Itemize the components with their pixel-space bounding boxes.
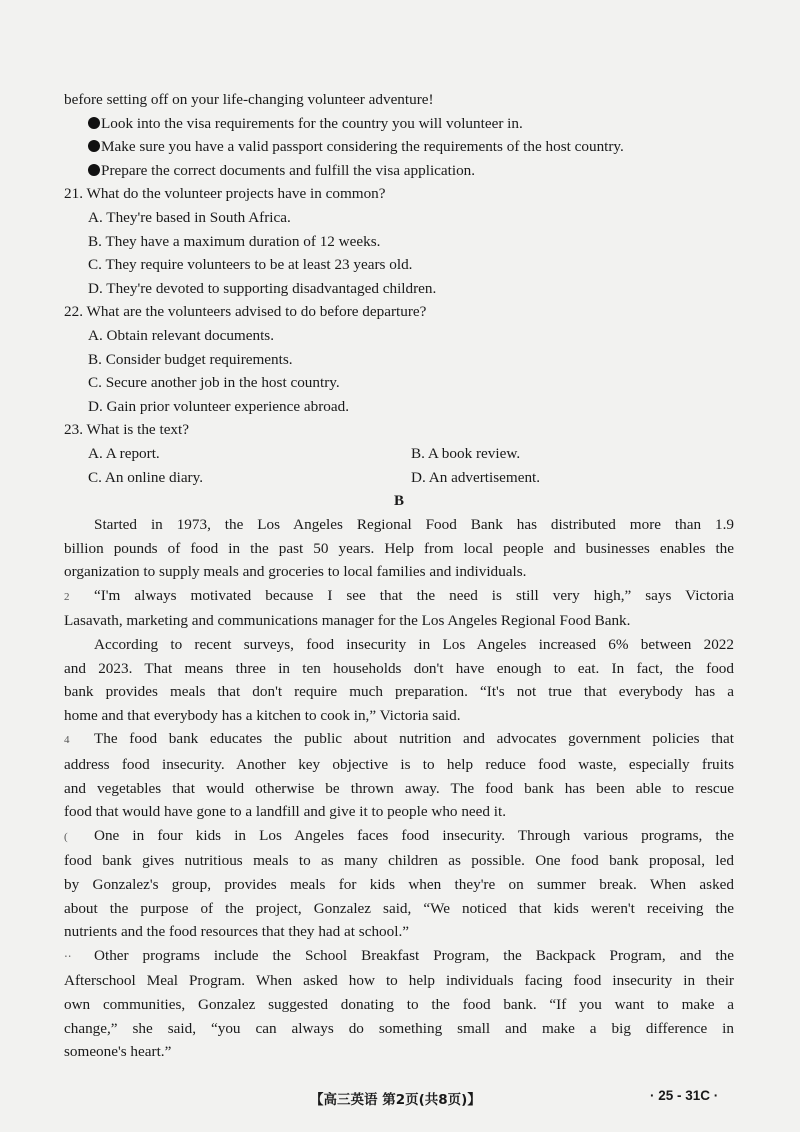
bullet-item [64, 135, 734, 159]
passage-line [64, 824, 734, 850]
passage-paragraph [64, 824, 734, 944]
passage-line-text: by Gonzalez's group, provides meals for kids when they're on summer break. When asked [64, 876, 734, 893]
passage-line [64, 753, 734, 777]
passage-line [64, 680, 734, 704]
margin-mark: 2 [64, 590, 70, 603]
passage-line [64, 897, 734, 921]
answer-option-row [64, 442, 734, 466]
passage-line-text: change,” she said, “you can always do something small and make a big difference in [64, 1019, 734, 1037]
passage-line-text: about the purpose of the project, Gonzalez said, “We noticed that kids weren't receiving the [64, 899, 734, 917]
passage-line [64, 873, 734, 897]
passage-line [64, 849, 734, 873]
passage-line [64, 633, 734, 657]
margin-mark: ⋅⋅ [64, 950, 72, 963]
passage-line [64, 657, 734, 681]
passage-line-text: and 2023. That means three in ten households don't have enough to eat. In fact, the food [64, 659, 734, 677]
passage-line [64, 1040, 734, 1064]
passage-line-text: Afterschool Meal Program. When asked how to help individuals facing food insecurity in their [64, 972, 734, 990]
passage-line [64, 969, 734, 993]
page-footer [0, 1088, 800, 1112]
passage-paragraph [64, 727, 734, 823]
footer-code: · 25 - 31C · [650, 1088, 719, 1103]
answer-option: B. A book review. [411, 444, 521, 462]
passage-line [64, 560, 734, 584]
answer-option: D. They're devoted to supporting disadvantaged children. [88, 279, 437, 297]
bullet-text: Look into the visa requirements for the country you will volunteer in. [101, 114, 523, 132]
answer-option: A. A report. [88, 444, 160, 462]
answer-option: C. An online diary. [88, 468, 204, 486]
answer-option: D. An advertisement. [411, 468, 541, 486]
intro-lead: before setting off on your life-changing volunteer adventure! [64, 91, 434, 108]
passage-line [64, 993, 734, 1017]
margin-mark: 4 [64, 734, 70, 747]
passage-line [64, 609, 734, 633]
question-stem: 23. What is the text? [64, 421, 189, 439]
passage-line-text: organization to supply meals and groceries to local families and individuals. [64, 563, 527, 581]
passage-line [64, 513, 734, 537]
passage-line-text: According to recent surveys, food insecurity in Los Angeles increased 6% between 2022 [94, 636, 734, 654]
passage-line-text: food bank gives nutritious meals to as many children as possible. One food bank proposal, led [64, 852, 734, 870]
passage-line-text: Lasavath, marketing and communications manager for the Los Angeles Regional Food Bank. [64, 612, 631, 630]
bullet-item [64, 112, 734, 136]
passage-paragraph [64, 944, 734, 1064]
passage-line-text: nutrients and the food resources that they had at school.” [64, 923, 409, 941]
passage-paragraph [64, 633, 734, 727]
bullet-icon [88, 140, 100, 152]
passage-paragraph [64, 584, 734, 633]
passage-line-text: One in four kids in Los Angeles faces food insecurity. Through various programs, the [94, 826, 734, 844]
answer-option: C. Secure another job in the host country. [88, 374, 340, 392]
passage-line [64, 777, 734, 801]
passage-line-text: own communities, Gonzalez suggested donating to the food bank. “If you want to make a [64, 995, 734, 1013]
passage-line-text: The food bank educates the public about nutrition and advocates government policies that [94, 730, 734, 748]
question-stem: 21. What do the volunteer projects have in common? [64, 185, 386, 203]
bullet-item [64, 159, 734, 183]
passage-b [64, 513, 734, 1064]
margin-mark: ( [64, 830, 68, 843]
passage-line-text: Started in 1973, the Los Angeles Regional Food Bank has distributed more than 1.9 [94, 516, 734, 534]
answer-option: C. They require volunteers to be at least 23 years old. [88, 256, 413, 274]
answer-option: B. They have a maximum duration of 12 weeks. [88, 232, 381, 250]
passage-line-text: billion pounds of food in the past 50 years. Help from local people and businesses enables the [64, 539, 734, 557]
passage-paragraph [64, 513, 734, 584]
passage-line-text: home and that everybody has a kitchen to cook in,” Victoria said. [64, 706, 461, 724]
passage-line-text: someone's heart.” [64, 1043, 172, 1061]
passage-line [64, 920, 734, 944]
answer-option: A. They're based in South Africa. [88, 208, 291, 226]
answer-option: B. Consider budget requirements. [88, 350, 293, 368]
passage-line [64, 537, 734, 561]
section-heading: B [393, 493, 404, 510]
bullet-icon [88, 117, 100, 129]
bullet-text: Prepare the correct documents and fulfill the visa application. [101, 161, 476, 179]
bullet-text: Make sure you have a valid passport considering the requirements of the host country. [101, 138, 624, 156]
passage-line-text: bank provides meals that don't require much preparation. “It's not true that everybody has a [64, 683, 734, 701]
answer-option: D. Gain prior volunteer experience abroad. [88, 397, 350, 415]
answer-option: A. Obtain relevant documents. [88, 326, 274, 344]
passage-line [64, 944, 734, 970]
answer-option-row [64, 466, 734, 490]
question-stem: 22. What are the volunteers advised to do before departure? [64, 303, 427, 321]
passage-line-text: Other programs include the School Breakfast Program, the Backpack Program, and the [94, 946, 734, 964]
passage-line [64, 800, 734, 824]
passage-line-text: address food insecurity. Another key objective is to help reduce food waste, especially fruits [64, 756, 734, 774]
passage-line [64, 1017, 734, 1041]
passage-line-text: food that would have gone to a landfill and give it to people who need it. [64, 803, 507, 821]
passage-line [64, 727, 734, 753]
passage-line [64, 704, 734, 728]
footer-page-label: 【高三英语 第2页(共8页)】 [310, 1092, 481, 1108]
passage-line-text: and vegetables that would otherwise be thrown away. The food bank has been able to rescue [64, 779, 734, 797]
passage-line [64, 584, 734, 610]
passage-line-text: “I'm always motivated because I see that the need is still very high,” says Victoria [94, 586, 734, 604]
bullet-icon [88, 164, 100, 176]
